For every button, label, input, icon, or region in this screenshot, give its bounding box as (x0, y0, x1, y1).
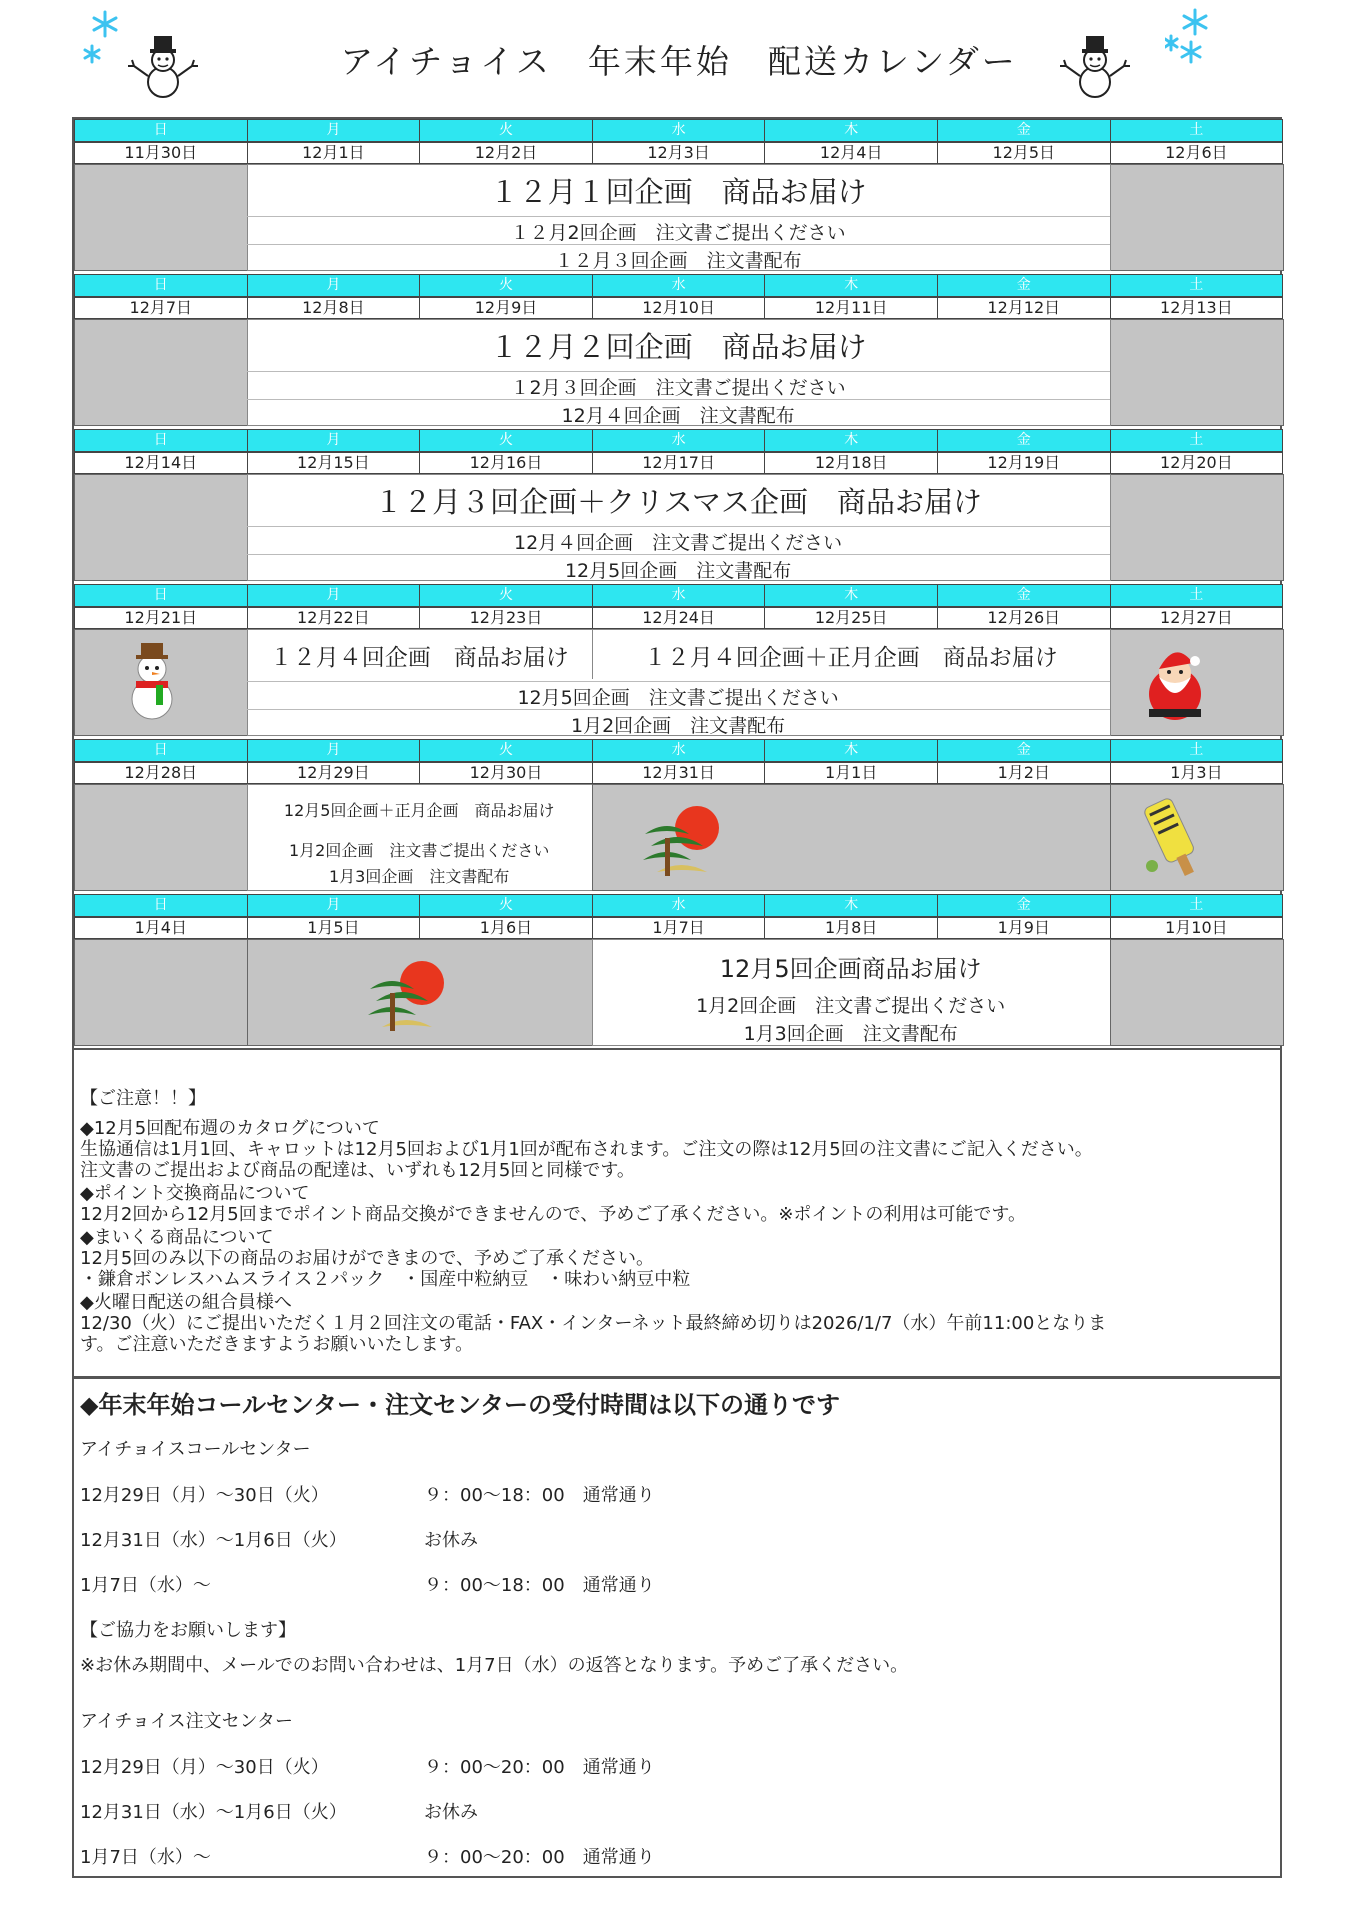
notice-line: 12月5回のみ以下の商品のお届けができまので、予めご了承ください。 (80, 1248, 654, 1269)
date-cell: 12月27日 (1110, 607, 1284, 629)
event-sub: 1月3回企画 注文書配布 (743, 1023, 958, 1045)
weekday-header: 火 (419, 584, 593, 607)
date-cell: 12月10日 (592, 297, 766, 319)
date-cell: 1月10日 (1110, 917, 1284, 939)
notice-section (72, 1050, 1282, 1378)
event-sub: 1月2回企画 注文書ご提出ください (696, 995, 1006, 1017)
saturday-cell (1110, 319, 1285, 426)
event-separator (247, 526, 1110, 527)
notice-line: 12月2回から12月5回までポイント商品交換ができませんので、予めご了承ください。※ポイントの利用は可能です。 (80, 1204, 1026, 1225)
event-sub: 1月2回企画 注文書配布 (571, 715, 786, 737)
event-sub: 12月5回企画 注文書ご提出ください (517, 687, 839, 709)
date-cell: 12月4日 (764, 142, 938, 164)
weekday-header: 金 (937, 429, 1111, 452)
date-cell: 1月1日 (764, 762, 938, 784)
date-cell: 12月22日 (247, 607, 421, 629)
weekday-header: 土 (1110, 894, 1284, 917)
event-sub: 12月４回企画 注文書配布 (561, 405, 795, 427)
event-divider (592, 629, 593, 679)
date-cell: 12月17日 (592, 452, 766, 474)
weekday-header: 金 (937, 739, 1111, 762)
date-cell: 12月19日 (937, 452, 1111, 474)
event-main: １２月４回企画＋正月企画 商品お届け (643, 645, 1058, 671)
date-cell: 12月20日 (1110, 452, 1284, 474)
weekday-header: 金 (937, 274, 1111, 297)
date-cell: 12月26日 (937, 607, 1111, 629)
date-cell: 1月5日 (247, 917, 421, 939)
notice-line: ・鎌倉ボンレスハムスライス２パック ・国産中粒納豆 ・味わい納豆中粒 (80, 1269, 691, 1290)
notice-line: ◆ポイント交換商品について (80, 1183, 310, 1204)
date-cell: 12月29日 (247, 762, 421, 784)
weekday-header: 水 (592, 894, 766, 917)
date-cell: 12月13日 (1110, 297, 1284, 319)
call-center-title: アイチョイスコールセンター (80, 1439, 311, 1460)
sunday-cell (74, 164, 248, 271)
notice-line: 12/30（火）にご提出いただく１月２回注文の電話・FAX・インターネット最終締め切りは2026/1/7（水）午前11:00となりま (80, 1313, 1107, 1334)
saturday-cell (1110, 164, 1285, 271)
event-sub: 12月４回企画 注文書ご提出ください (514, 532, 843, 554)
weekday-header: 水 (592, 274, 766, 297)
date-cell: 1月6日 (419, 917, 593, 939)
weekday-header: 木 (764, 894, 938, 917)
weekday-header: 月 (247, 894, 421, 917)
date-cell: 1月7日 (592, 917, 766, 939)
date-cell: 12月1日 (247, 142, 421, 164)
weekday-header: 日 (74, 739, 248, 762)
call-period: 1月7日（水）～ (80, 1575, 211, 1596)
order-time: お休み (424, 1802, 478, 1823)
weekday-header: 火 (419, 119, 593, 142)
date-cell: 12月5日 (937, 142, 1111, 164)
weekday-header: 火 (419, 429, 593, 452)
hagoita-icon (1132, 794, 1212, 884)
weekday-header: 水 (592, 119, 766, 142)
weekday-header: 日 (74, 584, 248, 607)
weekday-header: 水 (592, 429, 766, 452)
date-cell: 1月3日 (1110, 762, 1284, 784)
snowman-icon (128, 30, 198, 100)
date-cell: 12月18日 (764, 452, 938, 474)
saturday-cell (1110, 474, 1285, 581)
notice-line: 生協通信は1月1回、キャロットは12月5回および1月1回が配布されます。ご注文の際は12月5回の注文書にご記入ください。 (80, 1139, 1093, 1160)
order-time: ９：00～20：00 通常通り (424, 1847, 655, 1868)
date-cell: 12月21日 (74, 607, 248, 629)
date-cell: 12月11日 (764, 297, 938, 319)
date-cell: 12月24日 (592, 607, 766, 629)
sunday-cell (74, 319, 248, 426)
event-main: １２月４回企画 商品お届け (269, 645, 569, 671)
order-time: ９：00～20：00 通常通り (424, 1757, 655, 1778)
date-cell: 1月8日 (764, 917, 938, 939)
order-center-title: アイチョイス注文センター (80, 1711, 293, 1732)
call-period: 12月31日（水）～1月6日（火） (80, 1530, 347, 1551)
event-sub: １2月３回企画 注文書ご提出ください (510, 377, 846, 399)
date-cell: 12月9日 (419, 297, 593, 319)
weekday-header: 日 (74, 894, 248, 917)
sunday-cell (74, 784, 248, 891)
notice-line: す。ご注意いただきますようお願いいたします。 (80, 1334, 474, 1355)
date-cell: 12月12日 (937, 297, 1111, 319)
cooperation-heading: 【ご協力をお願いします】 (80, 1620, 296, 1641)
date-cell: 12月16日 (419, 452, 593, 474)
weekday-header: 土 (1110, 584, 1284, 607)
pine-sun-icon (362, 953, 452, 1037)
weekday-header: 火 (419, 739, 593, 762)
sunday-cell (74, 939, 248, 1046)
date-cell: 12月8日 (247, 297, 421, 319)
notice-heading: 【ご注意！！】 (80, 1088, 206, 1109)
event-sub: １２月2回企画 注文書ご提出ください (510, 222, 846, 244)
event-sub: 1月2回企画 注文書ご提出ください (289, 841, 550, 860)
weekday-header: 月 (247, 429, 421, 452)
weekday-header: 木 (764, 274, 938, 297)
date-cell: 12月14日 (74, 452, 248, 474)
weekday-header: 月 (247, 119, 421, 142)
event-separator (247, 216, 1110, 217)
event-separator (247, 681, 1110, 682)
weekday-header: 日 (74, 119, 248, 142)
weekday-header: 土 (1110, 739, 1284, 762)
pine-sun-icon (637, 798, 727, 882)
event-main: １２月２回企画 商品お届け (489, 330, 867, 364)
order-period: 12月29日（月）～30日（火） (80, 1757, 329, 1778)
date-cell: 12月25日 (764, 607, 938, 629)
weekday-header: 日 (74, 429, 248, 452)
call-time: ９：00～18：00 通常通り (424, 1485, 655, 1506)
page-title: アイチョイス 年末年始 配送カレンダー (340, 42, 1018, 81)
snowflake-icon (80, 8, 130, 64)
snowman-icon (1060, 30, 1130, 100)
weekday-header: 土 (1110, 119, 1284, 142)
event-main: １２月３回企画＋クリスマス企画 商品お届け (374, 485, 983, 519)
hours-section (72, 1378, 1282, 1878)
event-sub: 12月5回企画 注文書配布 (564, 560, 792, 582)
santa-icon (1135, 639, 1215, 723)
call-period: 12月29日（月）～30日（火） (80, 1485, 329, 1506)
order-period: 1月7日（水）～ (80, 1847, 211, 1868)
date-cell: 12月28日 (74, 762, 248, 784)
weekday-header: 火 (419, 894, 593, 917)
notice-line: ◆まいくる商品について (80, 1227, 274, 1248)
weekday-header: 木 (764, 584, 938, 607)
delivery-calendar (72, 117, 1282, 1050)
call-time: お休み (424, 1530, 478, 1551)
weekday-header: 月 (247, 584, 421, 607)
date-cell: 12月15日 (247, 452, 421, 474)
date-cell: 12月6日 (1110, 142, 1284, 164)
date-cell: 11月30日 (74, 142, 248, 164)
notice-line: ◆火曜日配送の組合員様へ (80, 1292, 292, 1313)
date-cell: 12月3日 (592, 142, 766, 164)
date-cell: 12月2日 (419, 142, 593, 164)
notice-line: ◆12月5回配布週のカタログについて (80, 1118, 380, 1139)
weekday-header: 土 (1110, 429, 1284, 452)
hours-heading: ◆年末年始コールセンター・注文センターの受付時間は以下の通りです (80, 1391, 841, 1419)
event-main: １２月１回企画 商品お届け (489, 175, 867, 209)
weekday-header: 水 (592, 584, 766, 607)
weekday-header: 木 (764, 739, 938, 762)
saturday-cell (1110, 939, 1285, 1046)
event-main: 12月5回企画＋正月企画 商品お届け (283, 801, 555, 820)
weekday-header: 木 (764, 119, 938, 142)
event-separator (247, 371, 1110, 372)
weekday-header: 月 (247, 274, 421, 297)
snowman-icon (122, 641, 182, 723)
weekday-header: 土 (1110, 274, 1284, 297)
weekday-header: 水 (592, 739, 766, 762)
event-main: 12月5回企画商品お届け (719, 955, 982, 983)
weekday-header: 火 (419, 274, 593, 297)
weekday-header: 金 (937, 584, 1111, 607)
date-cell: 12月7日 (74, 297, 248, 319)
date-cell: 1月9日 (937, 917, 1111, 939)
date-cell: 12月23日 (419, 607, 593, 629)
event-sub: 1月3回企画 注文書配布 (329, 867, 510, 886)
call-time: ９：00～18：00 通常通り (424, 1575, 655, 1596)
cooperation-text: ※お休み期間中、メールでのお問い合わせは、1月7日（水）の返答となります。予めご了承ください。 (80, 1655, 909, 1676)
weekday-header: 日 (74, 274, 248, 297)
snowflake-icon (1165, 6, 1215, 66)
date-cell: 12月30日 (419, 762, 593, 784)
date-cell: 1月2日 (937, 762, 1111, 784)
date-cell: 1月4日 (74, 917, 248, 939)
date-cell: 12月31日 (592, 762, 766, 784)
sunday-cell (74, 474, 248, 581)
order-period: 12月31日（水）～1月6日（火） (80, 1802, 347, 1823)
weekday-header: 金 (937, 119, 1111, 142)
weekday-header: 木 (764, 429, 938, 452)
weekday-header: 月 (247, 739, 421, 762)
event-sub: １２月３回企画 注文書配布 (554, 250, 802, 272)
weekday-header: 金 (937, 894, 1111, 917)
notice-line: 注文書のご提出および商品の配達は、いずれも12月5回と同様です。 (80, 1160, 635, 1181)
